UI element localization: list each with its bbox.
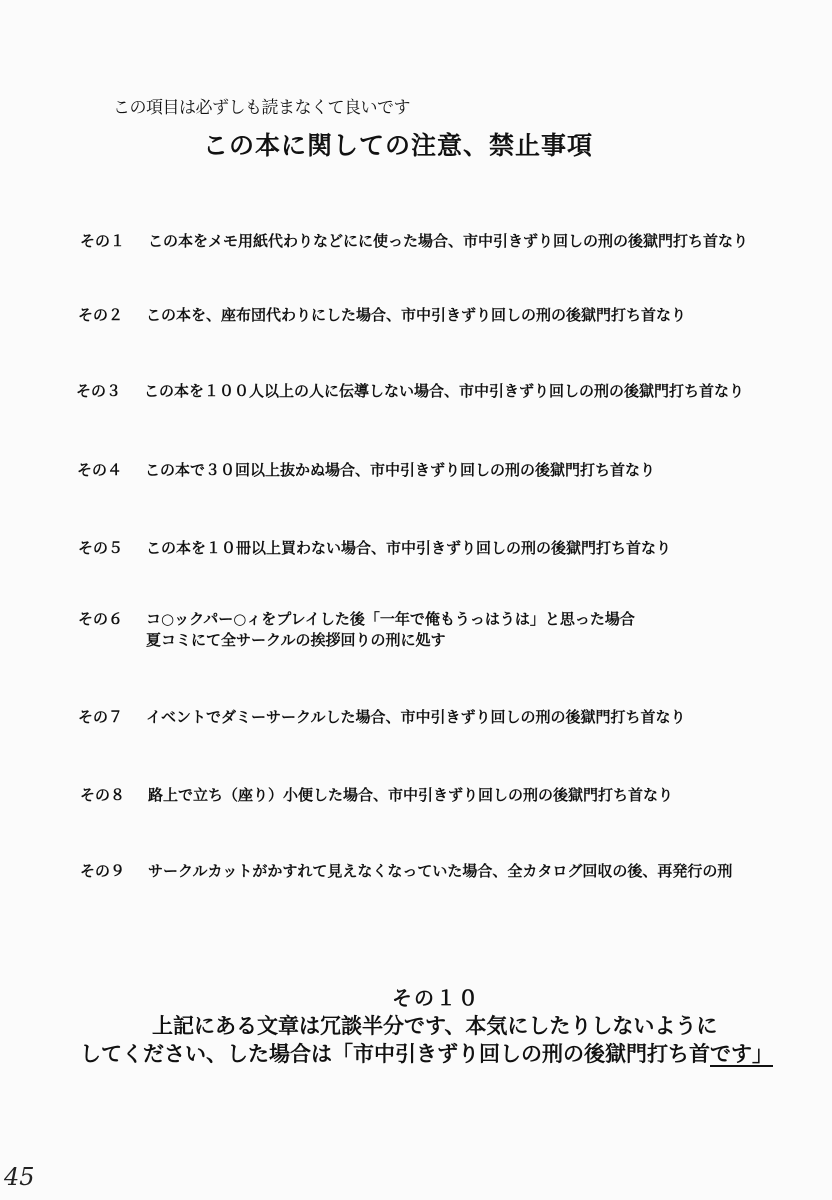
- rule-item: [78, 305, 686, 326]
- footer-heading: その１０: [392, 986, 480, 1010]
- rule-number: その９: [80, 862, 126, 880]
- rule-number: その７: [78, 708, 124, 726]
- footer-line: 上記にある文章は冗談半分です、本気にしたりしないように: [152, 1014, 718, 1038]
- rule-item: [80, 785, 673, 806]
- rule-number: その５: [78, 539, 124, 557]
- rule-text: この本を１００人以上の人に伝導しない場合、市中引きずり回しの刑の後獄門打ち首なり: [144, 382, 745, 400]
- rule-text: サークルカットがかすれて見えなくなっていた場合、全カタログ回収の後、再発行の刑: [148, 862, 733, 880]
- rule-item: [80, 231, 748, 252]
- rule-text: この本をメモ用紙代わりなどにに使った場合、市中引きずり回しの刑の後獄門打ち首なり: [148, 232, 749, 250]
- rule-number: その３: [76, 382, 122, 400]
- footer-underlined-text: です」: [710, 1042, 773, 1066]
- rule-item: [76, 381, 744, 402]
- rule-item: [78, 538, 671, 559]
- rule-number: その４: [77, 461, 123, 479]
- rule-text: イベントでダミーサークルした場合、市中引きずり回しの刑の後獄門打ち首なり: [146, 708, 686, 726]
- rule-text: 路上で立ち（座り）小便した場合、市中引きずり回しの刑の後獄門打ち首なり: [148, 786, 674, 804]
- subtitle: この項目は必ずしも読まなくて良いです: [113, 98, 410, 118]
- page-title: この本に関しての注意、禁止事項: [203, 131, 594, 160]
- rule-text: この本を１０冊以上買わない場合、市中引きずり回しの刑の後獄門打ち首なり: [146, 539, 672, 557]
- rule-text: この本を、座布団代わりにした場合、市中引きずり回しの刑の後獄門打ち首なり: [146, 306, 687, 324]
- footer-line-text: してください、した場合は「市中引きずり回しの刑の後獄門打ち首: [80, 1042, 710, 1066]
- rule-number: その６: [78, 610, 124, 628]
- rule-number: その１: [80, 232, 126, 250]
- rule-item: [78, 707, 686, 728]
- footer-line: [80, 1038, 773, 1068]
- rule-item: [78, 609, 635, 651]
- rule-number: その２: [78, 306, 124, 324]
- rule-number: その８: [80, 786, 126, 804]
- rule-text: コ○ックパー○ィをプレイした後「一年で俺もうっはうは」と思った場合: [146, 610, 635, 628]
- rule-text: この本で３０回以上抜かぬ場合、市中引きずり回しの刑の後獄門打ち首なり: [145, 461, 656, 479]
- rule-text-line2: 夏コミにて全サークルの挨拶回りの刑に処す: [146, 631, 446, 649]
- rule-item: [80, 861, 732, 882]
- page-number: 45: [4, 1163, 35, 1191]
- rule-item: [77, 460, 655, 481]
